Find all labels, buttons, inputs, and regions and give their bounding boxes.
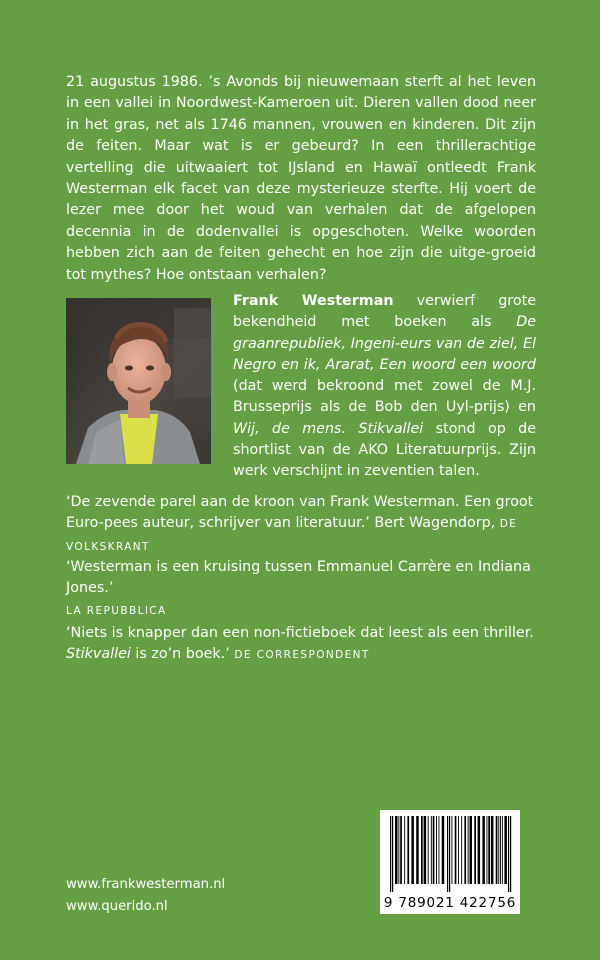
barcode-area xyxy=(380,810,520,914)
isbn-number: 9 789021 422756 xyxy=(383,895,517,911)
quote-1-text: ‘De zevende parel aan de kroon van Frank Westerman. Een groot Euro-pees auteur, schrijver van literatuur.’ Bert Wagendorp, xyxy=(66,494,534,532)
quote-3-text-1: ‘Niets is knapper dan een non-fictieboek dat leest als een thriller. xyxy=(66,625,534,641)
bio-part-1: verwierf grote bekendheid met boeken als xyxy=(233,293,536,331)
bio-part-2: (dat werd bekroond met zowel de M.J. Brusseprijs als de Bob den Uyl-prijs) en xyxy=(233,378,536,416)
ean-barcode-icon xyxy=(384,816,516,892)
review-quote-2 xyxy=(66,557,538,622)
publisher-website-link[interactable]: www.querido.nl xyxy=(66,899,168,914)
author-website-link[interactable]: www.frankwesterman.nl xyxy=(66,877,226,892)
book-titles-1: De graanrepubliek, Ingeni-eurs van de ziel, El Negro en ik, Ararat, Een woord een woord xyxy=(233,314,536,373)
website-links xyxy=(66,874,225,918)
book-titles-2: Wij, de mens. Stikvallei xyxy=(233,420,424,437)
quote-2-source: LA REPUBBLICA xyxy=(66,604,167,617)
author-name: Frank Westerman xyxy=(233,293,394,309)
bio-part-3: stond op de shortlist van de AKO Literatuurprijs. Zijn werk verschijnt in zeventien talen. xyxy=(233,420,537,480)
quote-3-text-2: is zo’n boek.’ xyxy=(130,646,235,663)
book-blurb: 21 augustus 1986. ’s Avonds bij nieuwemaan sterft al het leven in een vallei in Noordwest-Kameroen uit. Dieren vallen dood neer in het gras, net als 1746 mannen, vrouwen en kinderen. Dit zijn de feiten. Maar wat is er gebeurd? In een thrillerachtige vertelling die uitwaaiert tot IJsland en Hawaï ontleedt Frank Westerman elk facet van deze mysterieuze sterfte. Hij voert de lezer mee door het woud van verhalen dat de afgelopen decennia in de dodenvallei is opgeschoten. Welke woorden hebben zich aan de feiten gehecht en hoe zijn die uitge-groeid tot mythes? Hoe ontstaan verhalen? xyxy=(66,74,536,283)
author-photo xyxy=(66,298,211,464)
quote-2-text: ‘Westerman is een kruising tussen Emmanuel Carrère en Indiana Jones.’ xyxy=(66,559,531,597)
review-quote-1 xyxy=(66,492,538,558)
quote-3-source: DE CORRESPONDENT xyxy=(234,649,370,662)
author-portrait-icon xyxy=(66,298,211,464)
quote-1-source: DE VOLKSKRANT xyxy=(66,518,518,553)
review-quote-3 xyxy=(66,623,538,667)
quote-3-book-title: Stikvallei xyxy=(66,646,131,663)
author-bio xyxy=(233,291,536,483)
